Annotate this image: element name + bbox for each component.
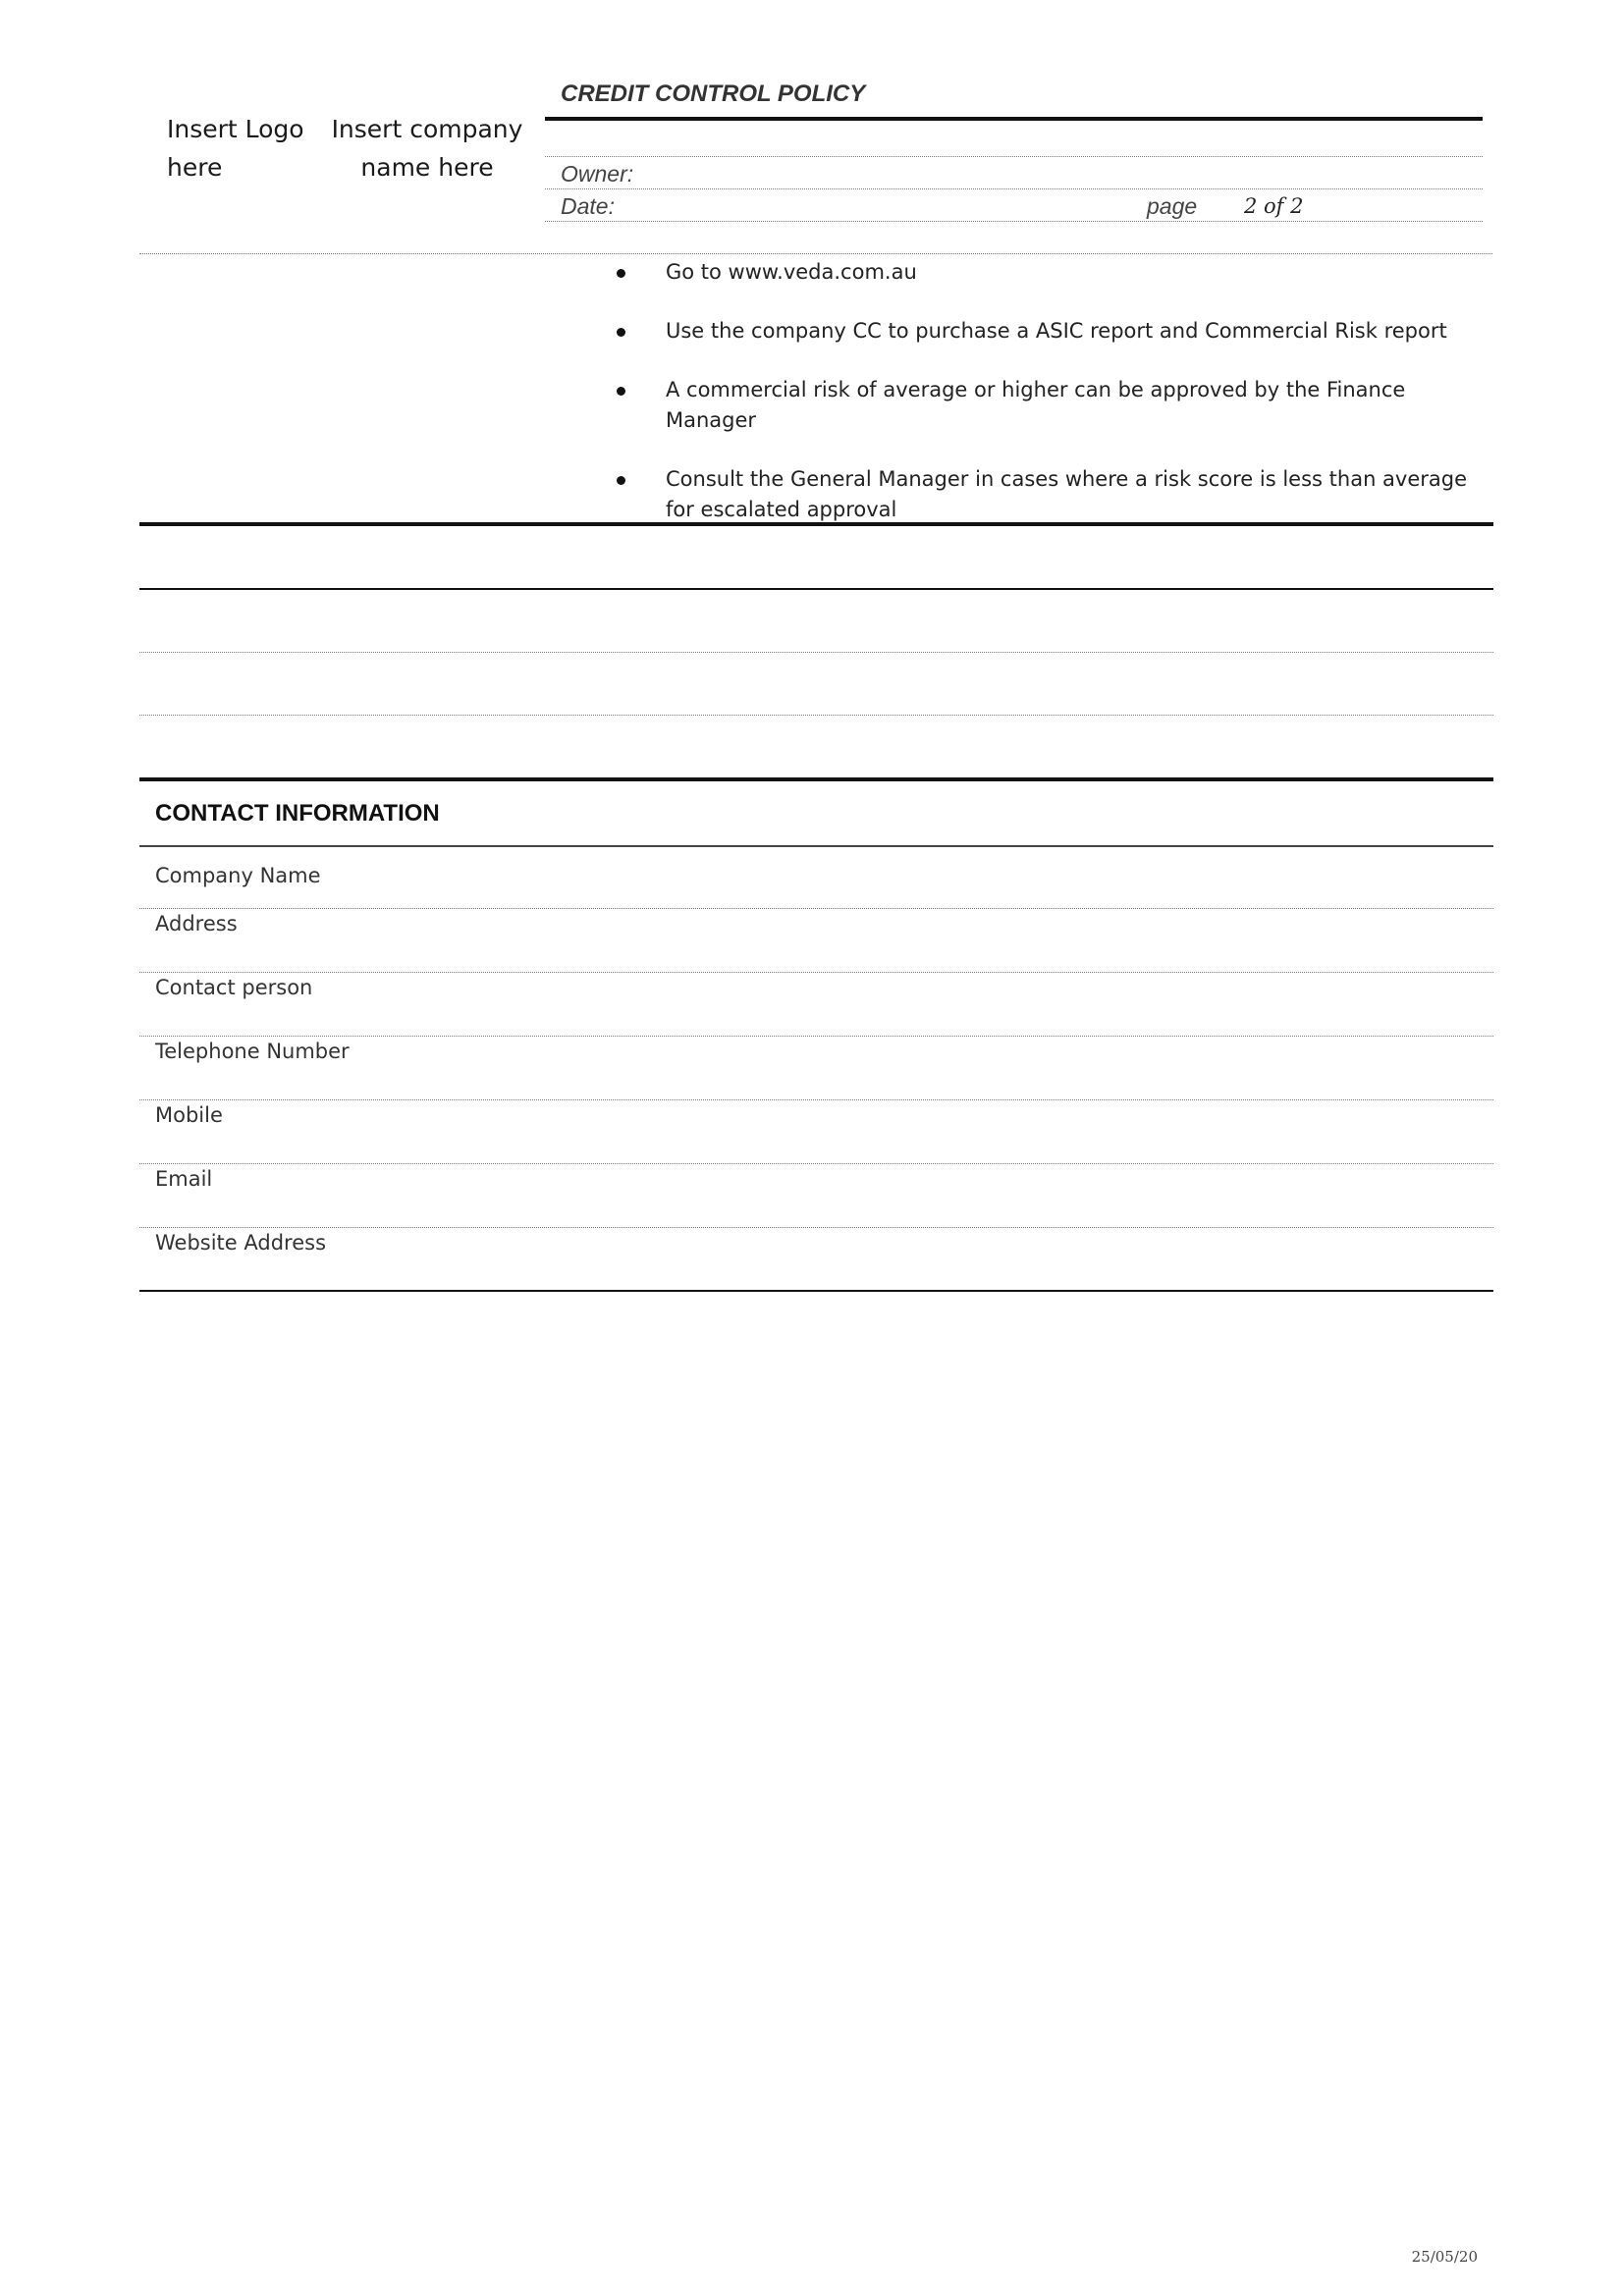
bullet-icon [617,328,625,337]
contact-top-rule [139,777,1493,781]
owner-label: Owner: [561,161,634,187]
logo-placeholder: Insert Logo here [167,115,304,182]
bullet-icon [617,476,625,485]
contact-field-website: Website Address [155,1231,327,1255]
contact-field-contact-person: Contact person [155,976,313,999]
list-item [609,375,1473,436]
contact-field-company-name: Company Name [155,864,321,887]
page-number: 2 of 2 [1244,194,1304,218]
section-rule [139,588,1493,590]
list-item-text: A commercial risk of average or higher can be approved by the Finance Manager [666,378,1406,432]
field-divider [139,1163,1493,1164]
list-item-text: Consult the General Manager in cases where a risk score is less than average for escalated approval [666,467,1468,521]
list-item-text: Use the company CC to purchase a ASIC report and Commercial Risk report [666,319,1447,343]
field-divider [139,1099,1493,1100]
title-rule [545,117,1483,121]
blank-line [139,652,1493,653]
bullet-icon [617,387,625,396]
footer-date: 25/05/20 [1411,2248,1478,2266]
contact-field-telephone: Telephone Number [155,1040,350,1063]
contact-section-title: CONTACT INFORMATION [155,800,440,827]
field-divider [139,1227,1493,1228]
list-item [609,464,1473,525]
field-divider [139,908,1493,909]
list-item [609,257,1473,288]
section-divider [139,253,1492,254]
header-divider [545,221,1483,222]
header-divider [545,188,1483,189]
procedure-steps [609,257,1473,554]
bullet-icon [617,269,625,278]
date-label: Date: [561,193,615,219]
list-item-text: Go to www.veda.com.au [666,260,917,284]
list-item [609,316,1473,347]
contact-field-email: Email [155,1167,213,1191]
blank-line [139,715,1493,716]
document-title: CREDIT CONTROL POLICY [561,80,866,107]
field-divider [139,972,1493,973]
page-label: page [1147,193,1198,219]
contact-field-mobile: Mobile [155,1103,223,1127]
section-rule [139,522,1493,526]
company-name-placeholder: Insert company name here [331,115,523,182]
contact-title-rule [139,845,1493,847]
field-divider [139,1036,1493,1037]
header-divider [545,156,1483,157]
contact-bottom-rule [139,1290,1493,1292]
contact-field-address: Address [155,912,238,935]
